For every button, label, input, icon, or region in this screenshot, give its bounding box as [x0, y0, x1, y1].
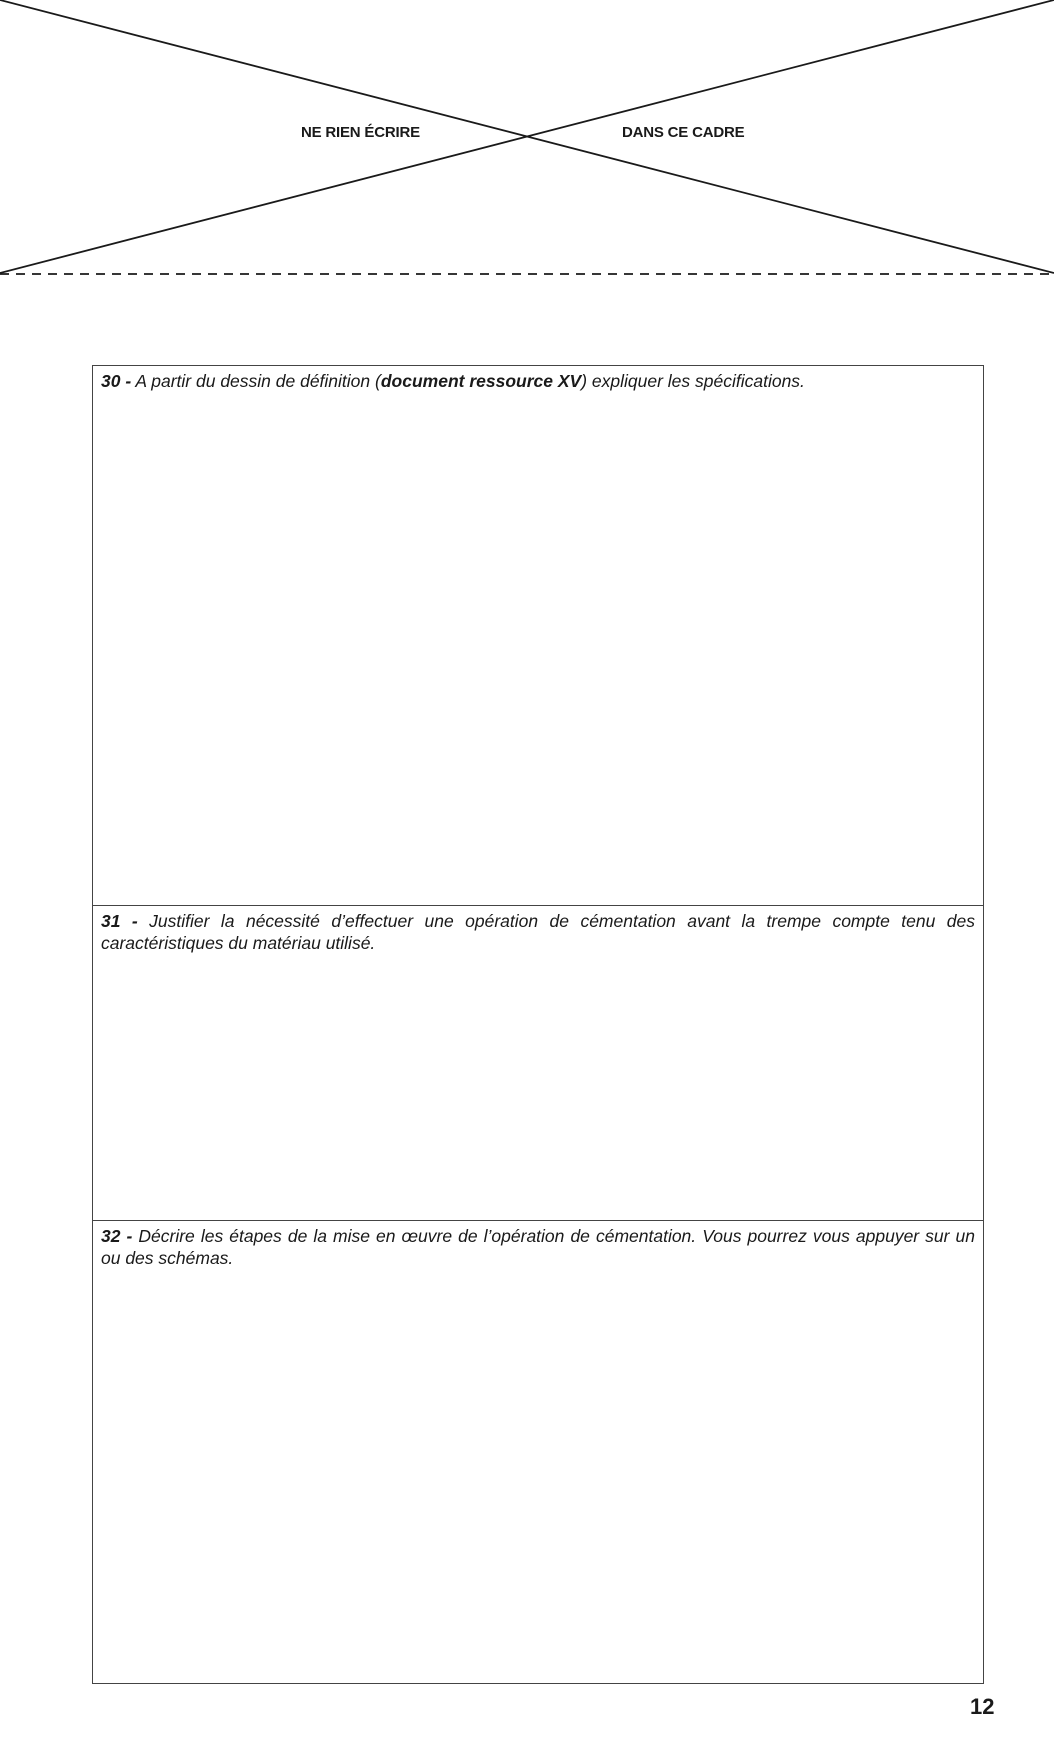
question-32	[93, 1220, 983, 1685]
do-not-write-zone	[0, 0, 1054, 280]
question-30	[93, 366, 983, 905]
question-30-answer-area[interactable]	[93, 392, 983, 892]
question-30-document-reference: document ressource XV	[380, 371, 582, 391]
question-32-prompt	[93, 1221, 983, 1269]
question-31	[93, 905, 983, 1220]
page-number: 12	[970, 1694, 995, 1719]
header-label-left: NE RIEN ÉCRIRE	[301, 124, 420, 141]
question-32-number: 32 -	[101, 1226, 133, 1246]
question-31-answer-area[interactable]	[93, 954, 983, 1209]
question-30-text-start: A partir du dessin de définition (	[131, 371, 381, 391]
question-30-prompt	[93, 366, 983, 392]
question-31-prompt	[93, 906, 983, 954]
header-label-right: DANS CE CADRE	[622, 124, 745, 141]
question-32-answer-area[interactable]	[93, 1269, 983, 1674]
question-31-number: 31 -	[101, 911, 138, 931]
answer-frame	[92, 365, 984, 1684]
question-31-text: Justifier la nécessité d’effectuer une opération de cémentation avant la trempe compte tenu des caractéristiques du matériau utilisé.	[101, 911, 975, 953]
question-30-text-end: ) expliquer les spécifications.	[581, 371, 805, 391]
question-32-text: Décrire les étapes de la mise en œuvre de l’opération de cémentation. Vous pourrez vous appuyer sur un ou des schémas.	[101, 1226, 975, 1268]
question-30-number: 30 -	[101, 371, 132, 391]
